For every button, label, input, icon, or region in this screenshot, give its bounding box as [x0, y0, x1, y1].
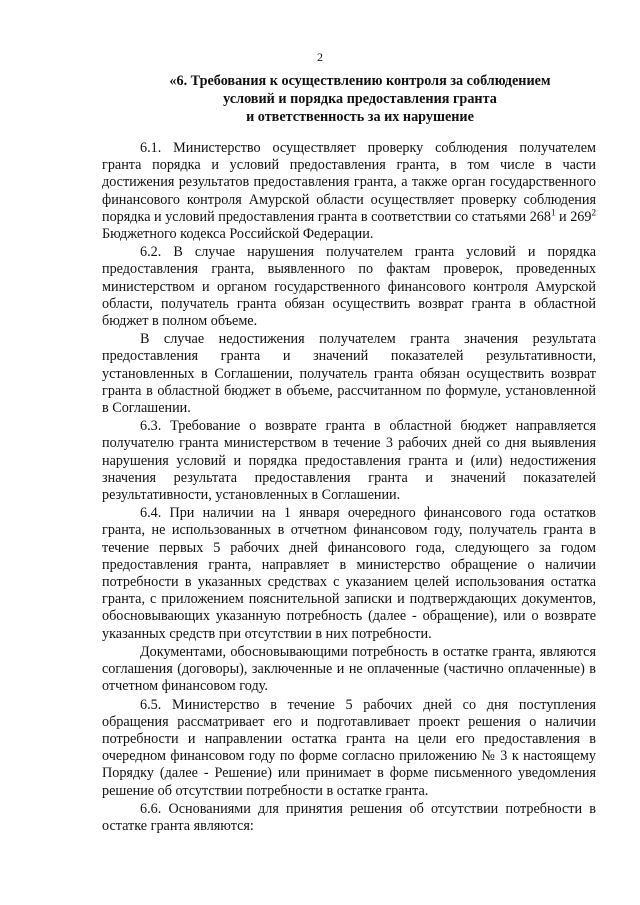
document-body: [102, 140, 596, 835]
section-heading-line-1: «6. Требования к осуществлению контроля за соблюдением: [169, 73, 551, 89]
paragraph-6-3: 6.3. Требование о возврате гранта в областной бюджет направляется получателю гранта министерством в течение 3 рабочих дней со дня выявления нарушения условий и порядка предоставления гранта и (или) недостижения значения результата предоставления гранта и значений показателей результативности, установленных в Соглашении.: [102, 418, 596, 504]
paragraph-6-1: [102, 140, 596, 243]
paragraph-6-1-text-a: 6.1. Министерство осуществляет проверку соблюдения получателем гранта порядка и условий предоставления гранта, в том числе в части достижения результатов предоставления гранта, а также орган государственного финансового контроля Амурской области осуществляет проверку соблюдения порядка и условий предоставления гранта в соответствии со статьями 268: [102, 140, 596, 225]
paragraph-6-4-continued: Документами, обосновывающими потребность в остатке гранта, являются соглашения (договоры), заключенные и не оплаченные (частично оплаченные) в отчетном финансовом году.: [102, 643, 596, 695]
paragraph-6-1-text-c: Бюджетного кодекса Российской Федерации.: [102, 226, 374, 243]
paragraph-6-4: 6.4. При наличии на 1 января очередного финансового года остатков гранта, не использованных в отчетном финансовом году, получатель гранта в течение первых 5 рабочих дней финансового года, следующего за годом предоставления гранта, направляет в министерство обращение о наличии потребности в указанных средствах с указанием целей использования остатка гранта, с приложением пояснительной записки и подтверждающих документов, обосновывающих указанную потребность (далее - обращение), или о возврате указанных средств при отсутствии в них потребности.: [102, 505, 596, 642]
page-number: 2: [317, 50, 323, 64]
paragraph-6-2: 6.2. В случае нарушения получателем гранта условий и порядка предоставления гранта, выявленного по фактам проверок, проведенных министерством и органом государственного финансового контроля Амурской области, получатель гранта обязан осуществить возврат гранта в областной бюджет в полном объеме.: [102, 244, 596, 330]
paragraph-6-1-text-b: и 269: [555, 208, 592, 225]
section-heading-line-3: и ответственность за их нарушение: [246, 109, 474, 125]
paragraph-6-2-continued: В случае недостижения получателем гранта значения результата предоставления гранта и значений показателей результативности, установленных в Соглашении, получатель гранта обязан осуществить возврат гранта в областной бюджет в объеме, рассчитанном по формуле, установленной в Соглашении.: [102, 331, 596, 417]
superscript-1: 1: [551, 207, 556, 218]
superscript-2: 2: [591, 207, 596, 218]
section-heading-line-2: условий и порядка предоставления гранта: [223, 91, 497, 107]
section-heading: [100, 72, 620, 126]
paragraph-6-6: 6.6. Основаниями для принятия решения об отсутствии потребности в остатке гранта являются:: [102, 800, 596, 834]
paragraph-6-5: 6.5. Министерство в течение 5 рабочих дней со дня поступления обращения рассматривает его и подготавливает проект решения о наличии потребности и направлении остатка гранта на цели его предоставления в очередном финансовом году по форме согласно приложению № 3 к настоящему Порядку (далее - Решение) или принимает в форме письменного уведомления решение об отсутствии потребности в остатке гранта.: [102, 696, 596, 799]
